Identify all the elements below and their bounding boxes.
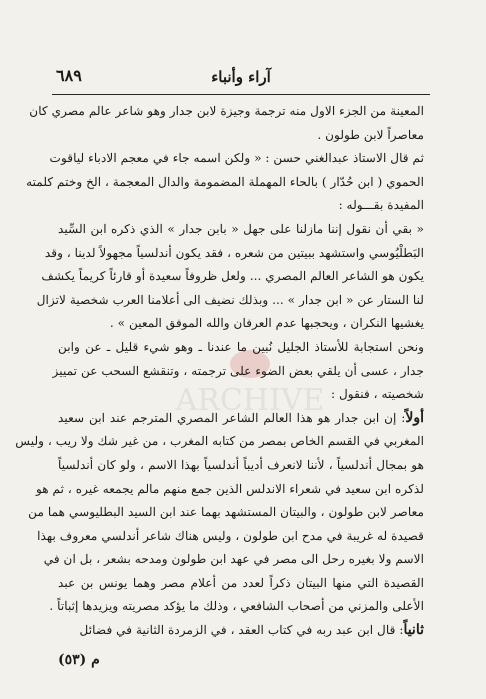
text-line: شخصيته ، فنقول :: [330, 387, 424, 402]
text-line: المفيدة بقـــوله :: [338, 198, 424, 213]
watermark-text: ARCHIVE: [175, 383, 325, 418]
text-line: الحموي ( ابن حُدّار ) بالحاء المهملة المضمومة والدال المعجمة ، الخ وختم كلمته: [26, 174, 424, 189]
printer-signature: م (٥٣): [58, 652, 100, 668]
text-line: معاصر لابن طولون ، والبيتان المستشهد بهما عند ابن السيد البطليوسي هما من: [28, 505, 424, 520]
paragraph: [36, 218, 424, 336]
section-lead: ثانياً: [403, 622, 424, 639]
header-rule: [52, 94, 430, 95]
text-line: ونحن استجابة للأستاذ الجليل نُبين ما عندنا ـ وهو شيء قليل ـ عن وابن: [58, 339, 424, 354]
text-line: [58, 407, 424, 431]
text-line: « بقي أن نقول إننا مازلنا على جهل « بابن جدار » الذي ذكره ابن السِّيد: [58, 221, 424, 236]
text-line: ثم قال الاستاذ عبدالغني حسن : « ولكن اسمه جاء في معجم الادباء لياقوت: [49, 151, 424, 166]
text-line: المغربي في القسم الخاص بمصر من كتابه المغرب ، من غير شك ولا ريب ، وليس: [15, 434, 424, 449]
text-line: المعينة من الجزء الاول منه ترجمة وجيزة لابن جدار وهو شاعر عالم مصري كان: [29, 104, 424, 118]
article-body: [15, 100, 424, 643]
text-line: الأعلى والمزني من أصحاب الشافعي ، وذلك ما يؤكد مصريته ويزيدها إثباتاً .: [49, 599, 424, 614]
section-lead: أولاً: [405, 409, 424, 426]
paragraph: [52, 336, 424, 407]
paragraph: [58, 619, 424, 643]
running-title: آراء وأنباء: [211, 68, 271, 86]
text-line: [58, 619, 424, 643]
text-line: قصيدة له غريبة في مدح ابن طولون ، وليس هناك شاعر أندلسي معروف بهذا: [37, 528, 424, 543]
text-line: الاسم ولا بغيره رحل الى مصر في عهد ابن طولون ومدحه بشعر ، بل ان في: [43, 552, 424, 567]
paragraph: [15, 407, 424, 619]
page-number: ٦٨٩: [56, 66, 82, 85]
text-line: يكون هو الشاعر العالم المصري ... ولعل ظروفاً سعيدة أو قارئاً كريماً يكشف: [41, 269, 424, 284]
line-text: : إن ابن جدار هو هذا العالم الشاعر المصري المترجم عند ابن سعيد: [58, 410, 406, 425]
paragraph: [29, 100, 424, 147]
text-line: جدار ، عسى أن يلقي بعض الضوء على ترجمته ، وتنقشع السحب عن تمييز: [52, 363, 424, 378]
page-header: [52, 60, 430, 90]
text-line: البَطلْيُوسي واستشهد ببيتين من شعره ، فقد يكون أندلسياً مجهولاً لدينا ، وقد: [44, 245, 424, 260]
paragraph: [26, 147, 424, 218]
text-line: هو بمجال أندلسياً ، لأننا لانعرف أديباً أندلسياً بهذا الاسم ، ولو كان أندلسياً: [58, 457, 424, 472]
text-line: لذكره ابن سعيد في شعراء الاندلس الذين جمع منهم مالم يجمعه غيره ، ثم هو: [35, 481, 424, 496]
line-text: : قال ابن عبد ربه في كتاب العقد ، في الزمردة الثانية في فضائل: [79, 623, 404, 638]
text-line: القصيدة التي منها البيتان ذكراً لعدد من أعلام مصر وهما يونس بن عبد: [58, 575, 424, 590]
text-line: لنا الستار عن « ابن جدار » ... وبذلك نضيف الى أعلامنا العرب شخصية لاتزال: [36, 292, 424, 307]
text-line: يغشيها النكران ، ويحجبها عدم العرفان والله الموفق المعين » .: [109, 316, 424, 331]
text-line: معاصراً لابن طولون .: [317, 127, 424, 142]
